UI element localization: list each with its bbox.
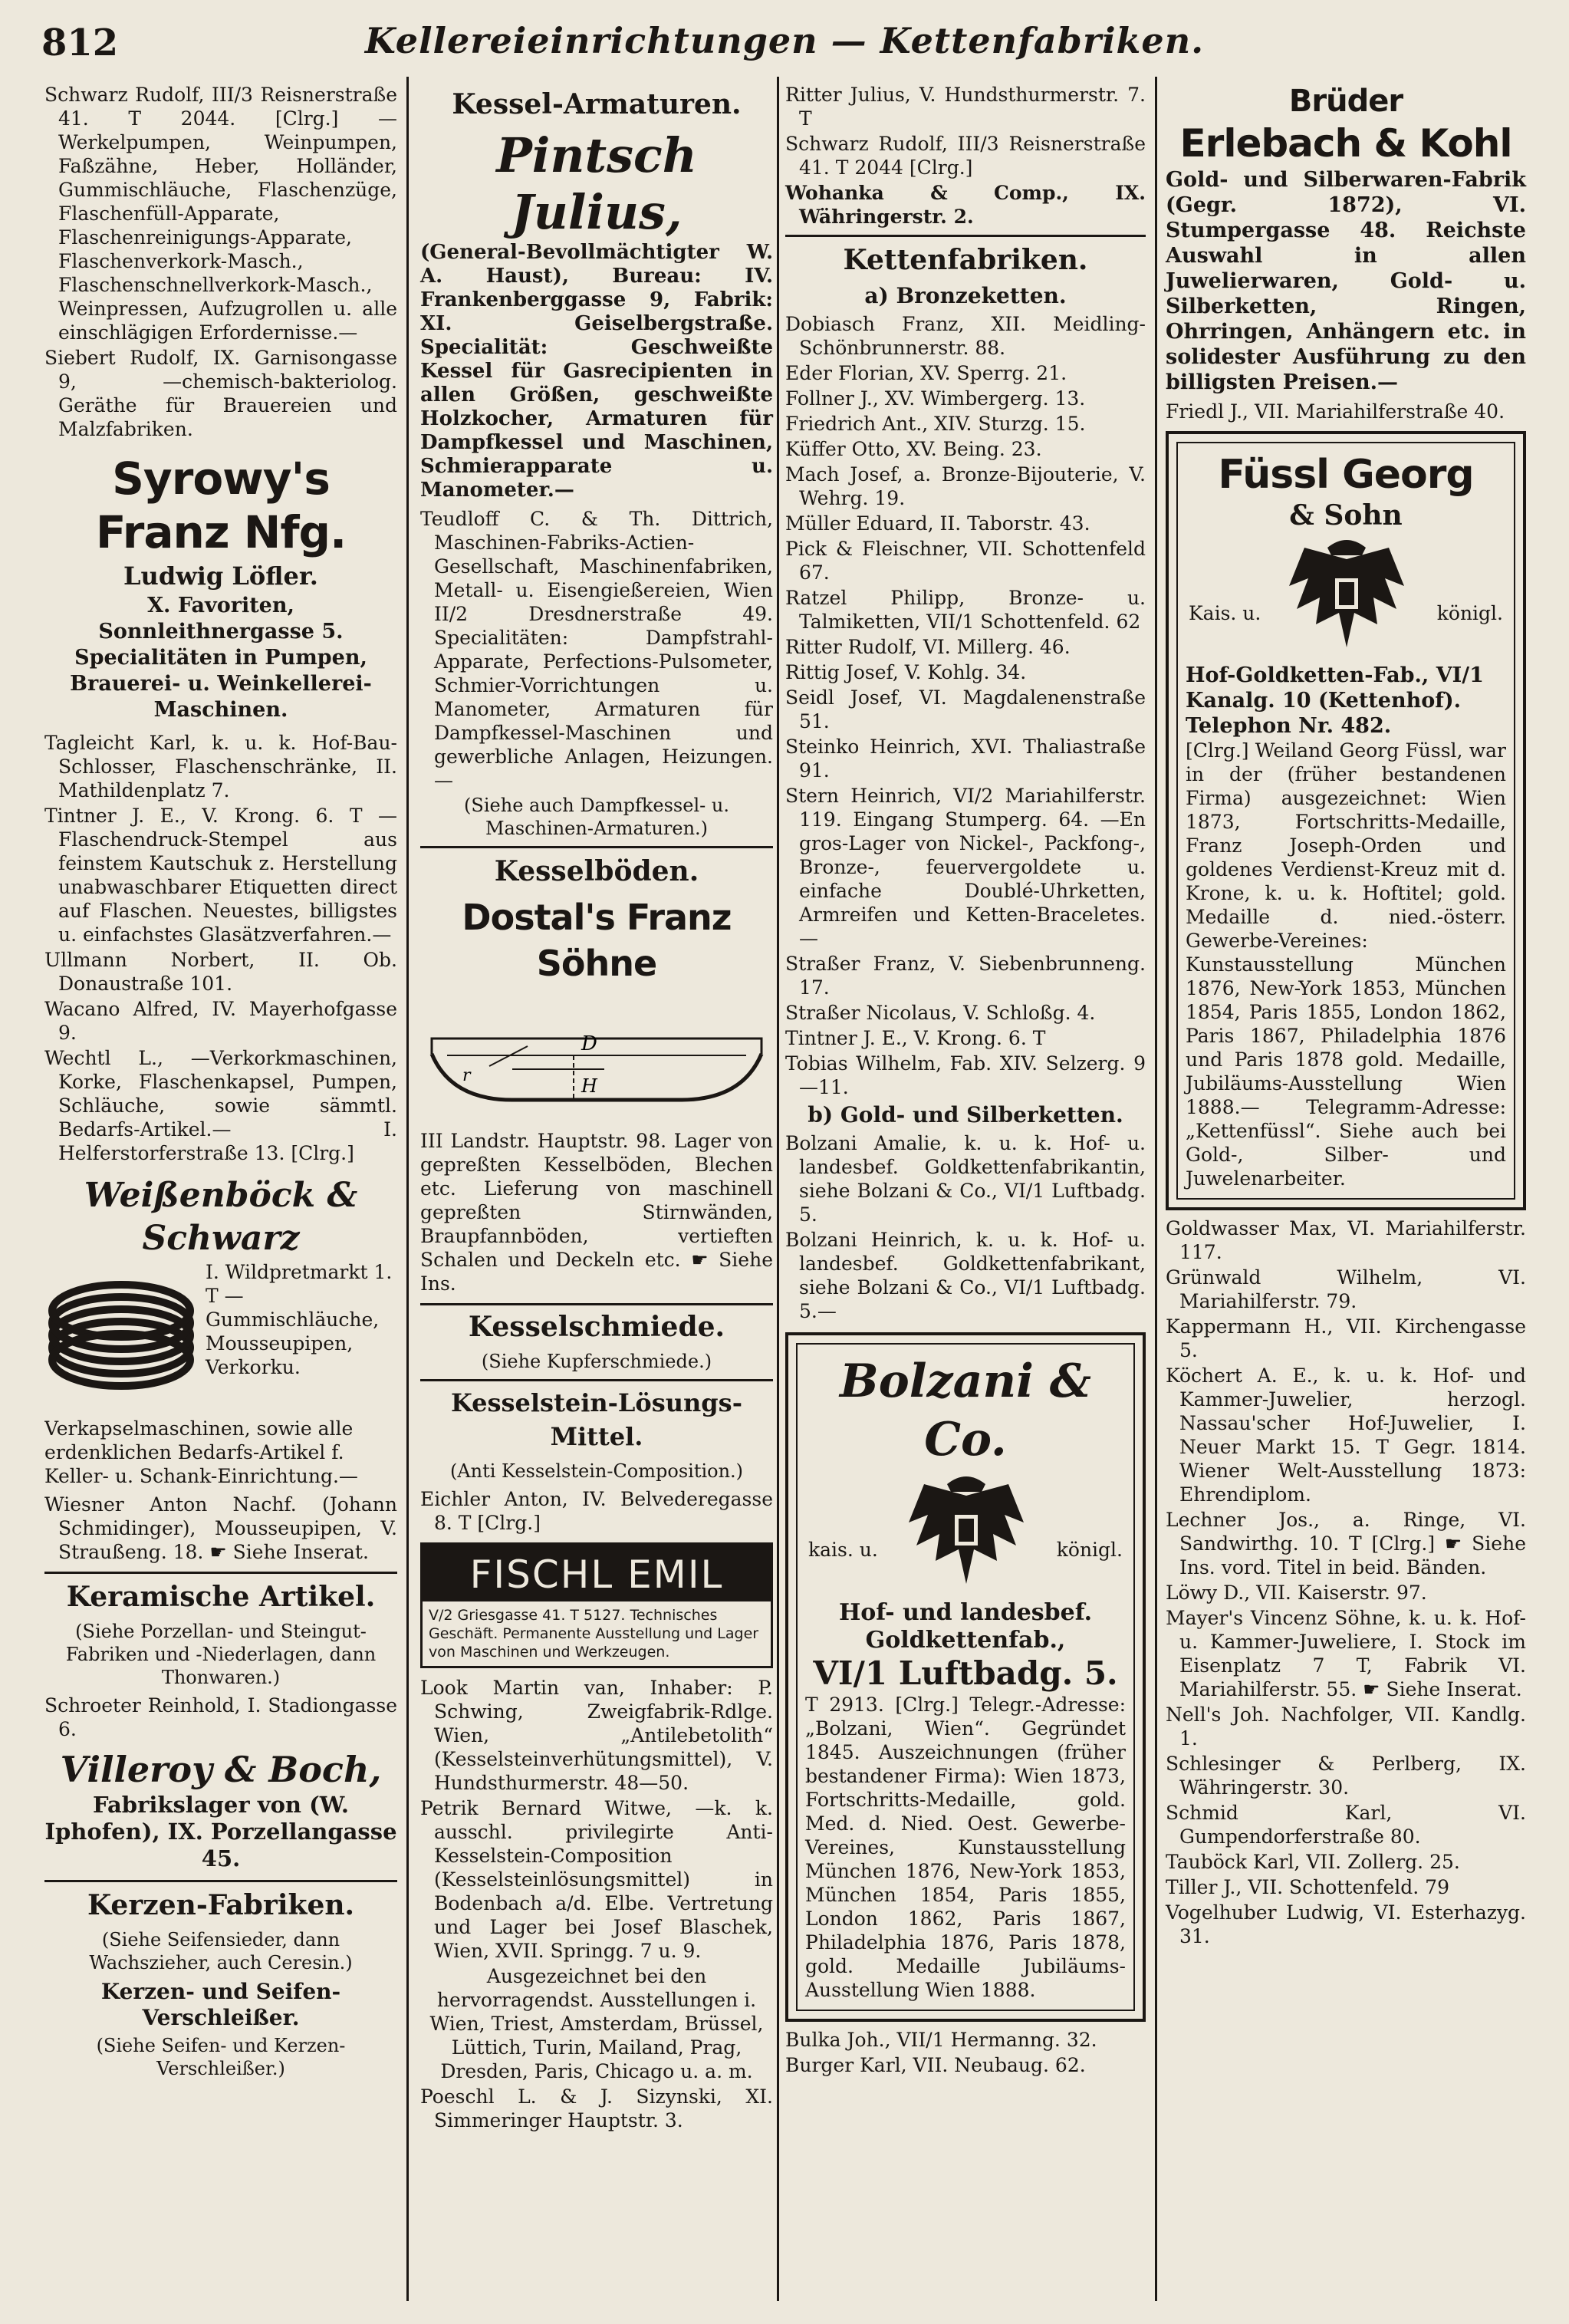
- list-item: Wiesner Anton Nachf. (Johann Schmidinger), Mousseupipen, V. Straußeng. 18. ☛ Siehe Inserat.: [44, 1493, 397, 1563]
- column-2: [420, 83, 773, 2134]
- advert-syrowy: [44, 452, 397, 723]
- list-item: Look Martin van, Inhaber: P. Schwing, Zweigfabrik-Rdlge. Wien, „Antilebetolith“ (Kesselsteinverhütungsmittel), V. Hundsthurmerstr. 48—50.: [420, 1677, 773, 1794]
- list-item: Stern Heinrich, VI/2 Mariahilferstr. 119. Eingang Stumperg. 64. —En gros-Lager von Nickel-, Packfong-, Bronze-, feuervergoldete u. einfache Doublé-Uhrketten, Armreifen und Ketten-Braceletes.—: [785, 785, 1146, 950]
- list-item: Mayer's Vincenz Söhne, k. u. k. Hof- u. Kammer-Juweliere, I. Stock im Eisenplatz 7 T, Fabrik VI. Mariahilferstr. 55. ☛ Siehe Inserat.: [1166, 1607, 1526, 1700]
- list-item: Pick & Fleischner, VII. Schottenfeld 67.: [785, 538, 1146, 584]
- list-item: Tintner J. E., V. Krong. 6. T —Flaschendruck-Stempel aus feinstem Kautschuk z. Herstellung unabwaschbarer Etiquetten direct auf Flaschen. Neuestes, billigstes u. einfachstes Glasätzverfahren.—: [44, 805, 397, 946]
- list-item: Seidl Josef, VI. Magdalenenstraße 51.: [785, 686, 1146, 732]
- list-item: Küffer Otto, XV. Being. 23.: [785, 438, 1042, 460]
- list-item: Mach Josef, a. Bronze-Bijouterie, V. Wehrg. 19.: [785, 463, 1146, 509]
- subsection-heading: Kerzen- und Seifen-Verschleißer.: [100, 1979, 341, 2030]
- list-item: Wohanka & Comp., IX. Währingerstr. 2.: [785, 182, 1146, 228]
- advert-title: Weißenböck & Schwarz: [84, 1176, 358, 1258]
- list-item: Schroeter Reinhold, I. Stadiongasse 6.: [44, 1694, 397, 1740]
- section-note: (Siehe Kupferschmiede.): [481, 1351, 712, 1372]
- list-item: Follner J., XV. Wimbergerg. 13.: [785, 387, 1086, 410]
- section-note: (Siehe Seifensieder, dann Wachszieher, auch Ceresin.): [89, 1929, 353, 1973]
- section-heading: Kessel-Armaturen.: [452, 88, 742, 120]
- double-eagle-icon: [905, 1469, 1028, 1599]
- advert-title: Brüder: [1288, 84, 1403, 119]
- advert-title: Villeroy & Boch,: [60, 1749, 382, 1790]
- list-item: Siebert Rudolf, IX. Garnisongasse 9, —chemisch-bakteriolog. Geräthe für Brauereien und Malzfabriken.: [44, 347, 397, 440]
- list-item: Schwarz Rudolf, III/3 Reisnerstraße 41. T 2044 [Clrg.]: [785, 133, 1146, 179]
- section-heading: Kettenfabriken.: [843, 244, 1088, 276]
- page-header: [31, 17, 1538, 71]
- list-item: Ritter Rudolf, VI. Millerg. 46.: [785, 636, 1071, 658]
- list-item: Tintner J. E., V. Krong. 6. T: [785, 1027, 1046, 1049]
- list-item: Poeschl L. & J. Sizynski, XI. Simmeringer Hauptstr. 3.: [420, 2085, 773, 2131]
- advert-text: V/2 Griesgasse 41. T 5127. Technisches Geschäft. Permanente Ausstellung und Lager von Maschinen und Werkzeugen.: [429, 1607, 759, 1661]
- advert-owner: Ludwig Löfler.: [123, 561, 318, 591]
- advert-label: königl.: [1056, 1539, 1123, 1561]
- list-item: Teudloff C. & Th. Dittrich, Maschinen-Fabriks-Actien-Gesellschaft, Maschinenfabriken, Metall- u. Eisengießereien, Wien II/2 Dresdnerstraße 49. Specialitäten: Dampfstrahl-Apparate, Perfections-Pulsometer, Schmier-Vorrichtungen u. Manometer, Armaturen für Dampfkessel-Maschinen und gewerbliche Anlagen, Heizungen.—: [420, 508, 773, 792]
- hose-coil-icon: [44, 1263, 198, 1417]
- list-item: Ausgezeichnet bei den hervorragendst. Ausstellungen i. Wien, Triest, Amsterdam, Brüssel, Lüttich, Turin, Mailand, Prag, Dresden, Paris, Chicago u. a. m.: [429, 1965, 764, 2082]
- list-item: Schlesinger & Perlberg, IX. Währingerstr. 30.: [1166, 1753, 1526, 1799]
- list-item: Steinko Heinrich, XVI. Thaliastraße 91.: [785, 736, 1146, 782]
- advert-text: III Landstr. Hauptstr. 98. Lager von gepreßten Kesselböden, Blechen etc. Lieferung von maschinell gepreßten Stirnwänden, Braupfannböden, vertieften Schalen und Deckeln etc. ☛ Siehe Ins.: [420, 1130, 773, 1295]
- advert-bolzani: [785, 1332, 1146, 2022]
- section-divider: [44, 1880, 397, 1882]
- advert-villeroy: [44, 1747, 397, 1872]
- advert-dostal: [420, 894, 773, 1295]
- advert-label: kais. u.: [808, 1539, 878, 1561]
- list-item: Wacano Alfred, IV. Mayerhofgasse 9.: [44, 998, 397, 1044]
- list-item: Dobiasch Franz, XII. Meidling-Schönbrunnerstr. 88.: [785, 313, 1146, 359]
- list-item: Friedrich Ant., XIV. Sturzg. 15.: [785, 413, 1086, 435]
- list-item: Petrik Bernard Witwe, —k. k. ausschl. privilegirte Anti-Kesselstein-Composition (Kesselsteinlösungsmittel) in Bodenbach a/d. Elbe. Vertretung und Lager bei Josef Blaschek, Wien, XVII. Springg. 7 u. 9.: [420, 1797, 773, 1962]
- advert-label: königl.: [1436, 602, 1503, 624]
- section-divider: [420, 846, 773, 848]
- advert-pintsch: [420, 127, 773, 502]
- diagram-label-r: r: [462, 1066, 471, 1085]
- list-item: Müller Eduard, II. Taborstr. 43.: [785, 512, 1090, 535]
- section-heading: Kesselstein-Lösungs-Mittel.: [451, 1388, 742, 1451]
- advert-erlebach: [1166, 83, 1526, 395]
- section-divider: [785, 235, 1146, 237]
- list-item: Ratzel Philipp, Bronze- u. Talmiketten, VII/1 Schottenfeld. 62: [785, 587, 1146, 633]
- list-item: Grünwald Wilhelm, VI. Mariahilferstr. 79.: [1166, 1266, 1526, 1312]
- section-heading: Kesselschmiede.: [468, 1311, 725, 1343]
- section-heading: Kesselböden.: [494, 855, 699, 887]
- page-number: 812: [41, 21, 119, 64]
- list-item: Straßer Franz, V. Siebenbrunneng. 17.: [785, 953, 1146, 999]
- column-rule: [406, 77, 409, 2301]
- list-item: Bolzani Heinrich, k. u. k. Hof- u. landesbef. Goldkettenfabrikant, siehe Bolzani & Co., VI/1 Luftbadg. 5.—: [785, 1229, 1146, 1322]
- advert-fuessl: [1166, 431, 1526, 1210]
- advert-title: Füssl Georg: [1218, 452, 1474, 498]
- advert-address: VI/1 Luftbadg. 5.: [813, 1654, 1118, 1692]
- advert-title: Syrowy's Franz Nfg.: [95, 453, 347, 558]
- section-heading: Keramische Artikel.: [66, 1581, 376, 1613]
- advert-text: X. Favoriten, Sonnleithnergasse 5. Specialitäten in Pumpen, Brauerei- u. Weinkellerei-Maschinen.: [70, 594, 372, 722]
- advert-fischl: [420, 1542, 773, 1668]
- list-item: Tagleicht Karl, k. u. k. Hof-Bau-Schlosser, Flaschenschränke, II. Mathildenplatz 7.: [44, 732, 397, 802]
- section-note: (Siehe Seifen- und Kerzen-Verschleißer.): [96, 2035, 346, 2079]
- list-item: Ullmann Norbert, II. Ob. Donaustraße 101.: [44, 949, 397, 995]
- subsection-heading: b) Gold- und Silberketten.: [808, 1102, 1123, 1127]
- advert-text: T 2913. [Clrg.] Telegr.-Adresse: „Bolzani, Wien“. Gegründet 1845. Auszeichnungen (früher bestandener Firma): Wien 1873, Fortschritts-Medaille, gold. Med. d. Nied. Oest. Gewerbe-Vereines, Kunstausstellung München 1876, New-York 1853, München 1854, Paris 1855, London 1862, Paris 1867, Philadelphia 1876, Paris 1878, gold. Medaille Jubiläums-Ausstellung Wien 1888.: [805, 1694, 1126, 2001]
- advert-subtitle: Hof- und landesbef. Goldkettenfab.,: [838, 1599, 1093, 1654]
- advert-title: FISCHL EMIL: [423, 1545, 771, 1601]
- diagram-label-d: D: [581, 1032, 597, 1055]
- column-rule: [1155, 77, 1157, 2301]
- subsection-heading: a) Bronzeketten.: [864, 283, 1067, 308]
- list-item: Schwarz Rudolf, III/3 Reisnerstraße 41. T 2044. [Clrg.] —Werkelpumpen, Weinpumpen, Faßzähne, Heber, Holländer, Gummischläuche, Flaschenzüge, Flaschenfüll-Apparate, Flaschenreinigungs-Apparate, Flaschenverkork-Masch., Flaschenschnellverkork-Masch., Weinpressen, Aufzugrollen u. alle einschlägigen Erfordernisse.—: [44, 84, 397, 344]
- section-divider: [44, 1572, 397, 1574]
- list-item: Burger Karl, VII. Neubaug. 62.: [785, 2054, 1086, 2076]
- list-item: Eder Florian, XV. Sperrg. 21.: [785, 362, 1067, 384]
- advert-title: Dostal's Franz Söhne: [462, 897, 732, 984]
- boiler-plate-diagram: [420, 992, 773, 1123]
- column-rule: [777, 77, 779, 2301]
- list-item: Ritter Julius, V. Hundsthurmerstr. 7. T: [785, 84, 1146, 130]
- list-item: Rittig Josef, V. Kohlg. 34.: [785, 661, 1027, 683]
- advert-title: Pintsch Julius,: [496, 127, 697, 240]
- list-item: Eichler Anton, IV. Belvederegasse 8. T [Clrg.]: [420, 1488, 773, 1534]
- column-1: [44, 83, 397, 2085]
- section-note: (Siehe Porzellan- und Steingut-Fabriken und -Niederlagen, dann Thonwaren.): [65, 1621, 377, 1688]
- list-item: Schmid Karl, VI. Gumpendorferstraße 80.: [1166, 1802, 1526, 1848]
- list-item: Bulka Joh., VII/1 Hermanng. 32.: [785, 2029, 1097, 2051]
- advert-text: [Clrg.] Weiland Georg Füssl, war in der (früher bestandenen Firma) ausgezeichnet: Wien 1873, Fortschritts-Medaille, Franz Joseph-Orden und goldenes Verdienst-Kreuz mit d. Krone, k. u. k. Hoftitel; gold. Medaille d. nied.-österr. Gewerbe-Vereines: Kunstausstellung München 1876, New-York 1853, München 1854, Paris 1855, London 1862, Paris 1867, Philadelphia 1876 und Paris 1878 gold. Medaille, Jubiläums-Ausstellung Wien 1888.— Telegramm-Adresse: „Kettenfüssl“. Siehe auch bei Gold-, Silber- und Juwelenarbeiter.: [1186, 739, 1506, 1190]
- list-item: Bolzani Amalie, k. u. k. Hof- u. landesbef. Goldkettenfabrikantin, siehe Bolzani & Co., VI/1 Luftbadg. 5.: [785, 1132, 1146, 1226]
- advert-text: Gold- und Silberwaren-Fabrik (Gegr. 1872), VI. Stumpergasse 48. Reichste Auswahl in allen Juwelierwaren, Gold- u. Silberketten, Ringen, Ohrringen, Anhängern etc. in solidester Ausführung zu den billigsten Preisen.—: [1166, 168, 1526, 394]
- list-item: Vogelhuber Ludwig, VI. Esterhazyg. 31.: [1166, 1901, 1526, 1947]
- column-4: [1166, 83, 1526, 1950]
- advert-subtitle: & Sohn: [1289, 499, 1403, 532]
- advert-weissenboeck: [44, 1174, 397, 1488]
- section-note: (Siehe auch Dampfkessel- u. Maschinen-Armaturen.): [464, 795, 729, 839]
- column-3: [785, 83, 1146, 2079]
- list-item: Goldwasser Max, VI. Mariahilferstr. 117.: [1166, 1217, 1526, 1263]
- section-note: (Anti Kesselstein-Composition.): [449, 1460, 744, 1482]
- list-item: Tobias Wilhelm, Fab. XIV. Selzerg. 9—11.: [785, 1052, 1146, 1098]
- list-item: Löwy D., VII. Kaiserstr. 97.: [1166, 1582, 1427, 1604]
- list-item: Lechner Jos., a. Ringe, VI. Sandwirthg. 10. T [Clrg.] ☛ Siehe Ins. vord. Titel in beid. Bänden.: [1166, 1509, 1526, 1578]
- diagram-label-h: H: [581, 1075, 597, 1097]
- list-item: Tiller J., VII. Schottenfeld. 79: [1166, 1876, 1449, 1898]
- advert-label: Kais. u.: [1189, 602, 1261, 624]
- list-item: Friedl J., VII. Mariahilferstraße 40.: [1166, 400, 1505, 423]
- list-item: Straßer Nicolaus, V. Schloßg. 4.: [785, 1002, 1096, 1024]
- section-divider: [420, 1379, 773, 1381]
- list-item: Wechtl L., —Verkorkmaschinen, Korke, Flaschenkapsel, Pumpen, Schläuche, sowie sämmtl. Bedarfs-Artikel.— I. Helferstorferstraße 13. [Clrg.]: [44, 1047, 397, 1164]
- list-item: Köchert A. E., k. u. k. Hof- und Kammer-Juwelier, herzogl. Nassau'scher Hof-Juwelier, I. Neuer Markt 15. T Gegr. 1814. Wiener Welt-Ausstellung 1873: Ehrendiplom.: [1166, 1364, 1526, 1506]
- list-item: Kappermann H., VII. Kirchengasse 5.: [1166, 1315, 1526, 1361]
- double-eagle-icon: [1285, 532, 1408, 663]
- section-divider: [420, 1303, 773, 1305]
- running-head: Kellereieinrichtungen — Kettenfabriken.: [364, 20, 1205, 61]
- advert-text: Hof-Goldketten-Fab., VI/1 Kanalg. 10 (Kettenhof). Telephon Nr. 482.: [1186, 663, 1484, 738]
- advert-text: (General-Bevollmächtigter W. A. Haust), Bureau: IV. Frankenberggasse 9, Fabrik: XI. Geiselbergstraße. Specialität: Geschweißte Kessel für Gasrecipienten in allen Größen, geschweißte Holzkocher, Armaturen für Dampfkessel und Maschinen, Schmierapparate u. Manometer.—: [420, 241, 773, 502]
- advert-title: Erlebach & Kohl: [1179, 121, 1512, 166]
- section-heading: Kerzen-Fabriken.: [87, 1889, 355, 1921]
- list-item: Nell's Joh. Nachfolger, VII. Kandlg. 1.: [1166, 1703, 1526, 1750]
- advert-title: Bolzani & Co.: [840, 1355, 1091, 1466]
- advert-text: Fabrikslager von (W. Iphofen), IX. Porzellangasse 45.: [44, 1792, 397, 1871]
- list-item: Tauböck Karl, VII. Zollerg. 25.: [1166, 1851, 1460, 1873]
- advert-text: I. Wildpretmarkt 1. T —Gummischläuche, Mousseupipen, Verkorku. Verkapselmaschinen, sowie alle erdenklichen Bedarfs-Artikel f. Keller- u. Schank-Einrichtung.—: [44, 1261, 393, 1487]
